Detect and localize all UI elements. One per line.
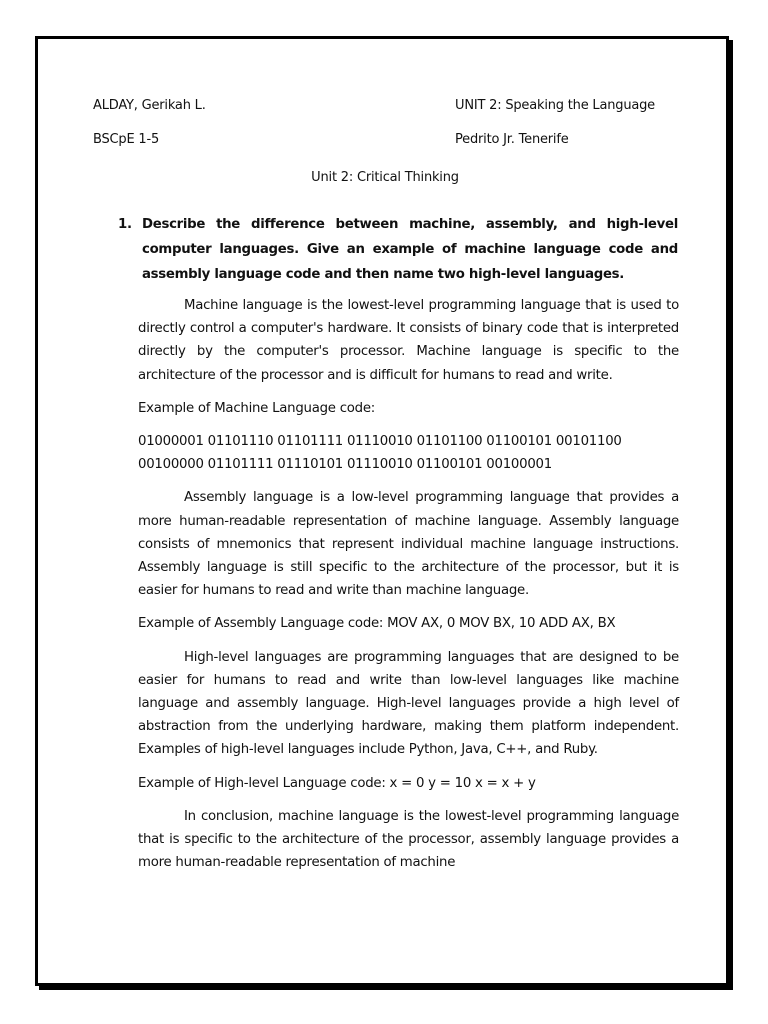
paragraph-highlevel: High-level languages are programming languages that are designed to be easier for humans to read and write than low-level languages like machine language and assembly language. High-level languages provide a high level of abstraction from the underlying hardware, making them platform independent. Examples of high-level languages include Python, Java, C++, and Ruby. bbox=[138, 649, 679, 758]
question-text: Describe the difference between machine, assembly, and high-level computer languages. Give an example of machine language code and assembly language code and then name two high-level languages. bbox=[142, 217, 678, 282]
machine-example-code: 01000001 01101110 01101111 01110010 01101100 01100101 00101100 00100000 01101111 01110101 01110010 01100101 00100001 bbox=[138, 434, 622, 473]
assembly-example: Example of Assembly Language code: MOV AX, 0 MOV BX, 10 ADD AX, BX bbox=[138, 616, 616, 632]
page-title: Unit 2: Critical Thinking bbox=[311, 170, 459, 185]
machine-example-label: Example of Machine Language code: bbox=[138, 400, 375, 416]
paragraph-conclusion: In conclusion, machine language is the lowest-level programming language that is specific to the architecture of the processor, assembly language provides a more human-readable representation of machine bbox=[138, 808, 679, 871]
instructor-name: Pedrito Jr. Tenerife bbox=[455, 132, 569, 147]
unit-label: UNIT 2: Speaking the Language bbox=[455, 98, 655, 113]
student-name: ALDAY, Gerikah L. bbox=[93, 98, 206, 113]
document-page bbox=[35, 36, 729, 986]
section-label: BSCpE 1-5 bbox=[93, 132, 160, 147]
question-1 bbox=[118, 212, 678, 287]
paragraph-assembly: Assembly language is a low-level programming language that provides a more human-readable representation of machine language. Assembly language consists of mnemonics that represent individual machine language instructions. Assembly language is still specific to the architecture of the processor, but it is easier for humans to read and write than machine language. bbox=[138, 490, 679, 599]
question-number: 1. bbox=[118, 217, 132, 232]
answer-body bbox=[138, 294, 679, 884]
highlevel-example: Example of High-level Language code: x = 0 y = 10 x = x + y bbox=[138, 775, 536, 791]
paragraph-machine: Machine language is the lowest-level programming language that is used to directly control a computer's hardware. It consists of binary code that is interpreted directly by the computer's processor. Machine language is specific to the architecture of the processor and is difficult for humans to read and write. bbox=[138, 298, 679, 383]
